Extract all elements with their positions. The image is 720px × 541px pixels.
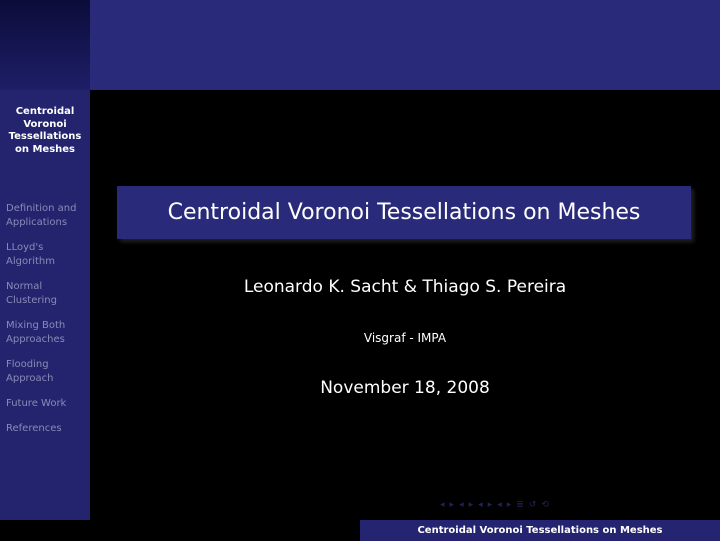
sidebar-nav [6, 202, 88, 447]
footer-title: Centroidal Voronoi Tessellations on Meshes [417, 525, 663, 536]
nav-prev-page-icon[interactable]: ◂ [497, 500, 502, 510]
slide-institution: Visgraf - IMPA [363, 331, 447, 345]
slide-title: Centroidal Voronoi Tessellations on Meshes [167, 200, 641, 225]
slide-authors: Leonardo K. Sacht & Thiago S. Pereira [243, 277, 567, 297]
nav-back-icon[interactable]: ↺ [528, 500, 537, 510]
sidebar [0, 90, 90, 520]
nav-next-subsection-icon[interactable]: ▸ [468, 500, 474, 510]
sidebar-item-flooding-approach[interactable]: Flooding Approach [6, 359, 54, 384]
slide-content [90, 90, 720, 520]
sidebar-item-references[interactable]: References [6, 423, 62, 434]
footer-right [360, 520, 720, 541]
beamer-navigation-symbols [440, 499, 720, 511]
nav-prev-section-icon[interactable]: ◂ [478, 500, 483, 510]
nav-outline-icon[interactable]: ≣ [516, 500, 524, 510]
nav-next-frame-icon[interactable]: ▸ [449, 500, 455, 510]
footer-left [0, 520, 360, 541]
sidebar-title[interactable]: Centroidal Voronoi Tessellations on Meshes [8, 106, 82, 155]
slide-date: November 18, 2008 [320, 378, 490, 398]
sidebar-item-lloyds-algorithm[interactable]: LLoyd's Algorithm [6, 242, 55, 267]
nav-next-page-icon[interactable]: ▸ [506, 500, 512, 510]
header-corner [0, 0, 90, 90]
nav-prev-subsection-icon[interactable]: ◂ [459, 500, 464, 510]
header-bar [90, 0, 720, 90]
nav-prev-frame-icon[interactable]: ◂ [440, 500, 445, 510]
title-box [117, 186, 691, 239]
nav-search-icon[interactable]: ⟲ [541, 500, 549, 510]
sidebar-item-definition-applications[interactable]: Definition and Applications [6, 203, 77, 228]
sidebar-item-future-work[interactable]: Future Work [6, 398, 67, 409]
sidebar-item-normal-clustering[interactable]: Normal Clustering [6, 281, 57, 306]
nav-next-section-icon[interactable]: ▸ [487, 500, 493, 510]
sidebar-item-mixing-approaches[interactable]: Mixing Both Approaches [6, 320, 66, 345]
